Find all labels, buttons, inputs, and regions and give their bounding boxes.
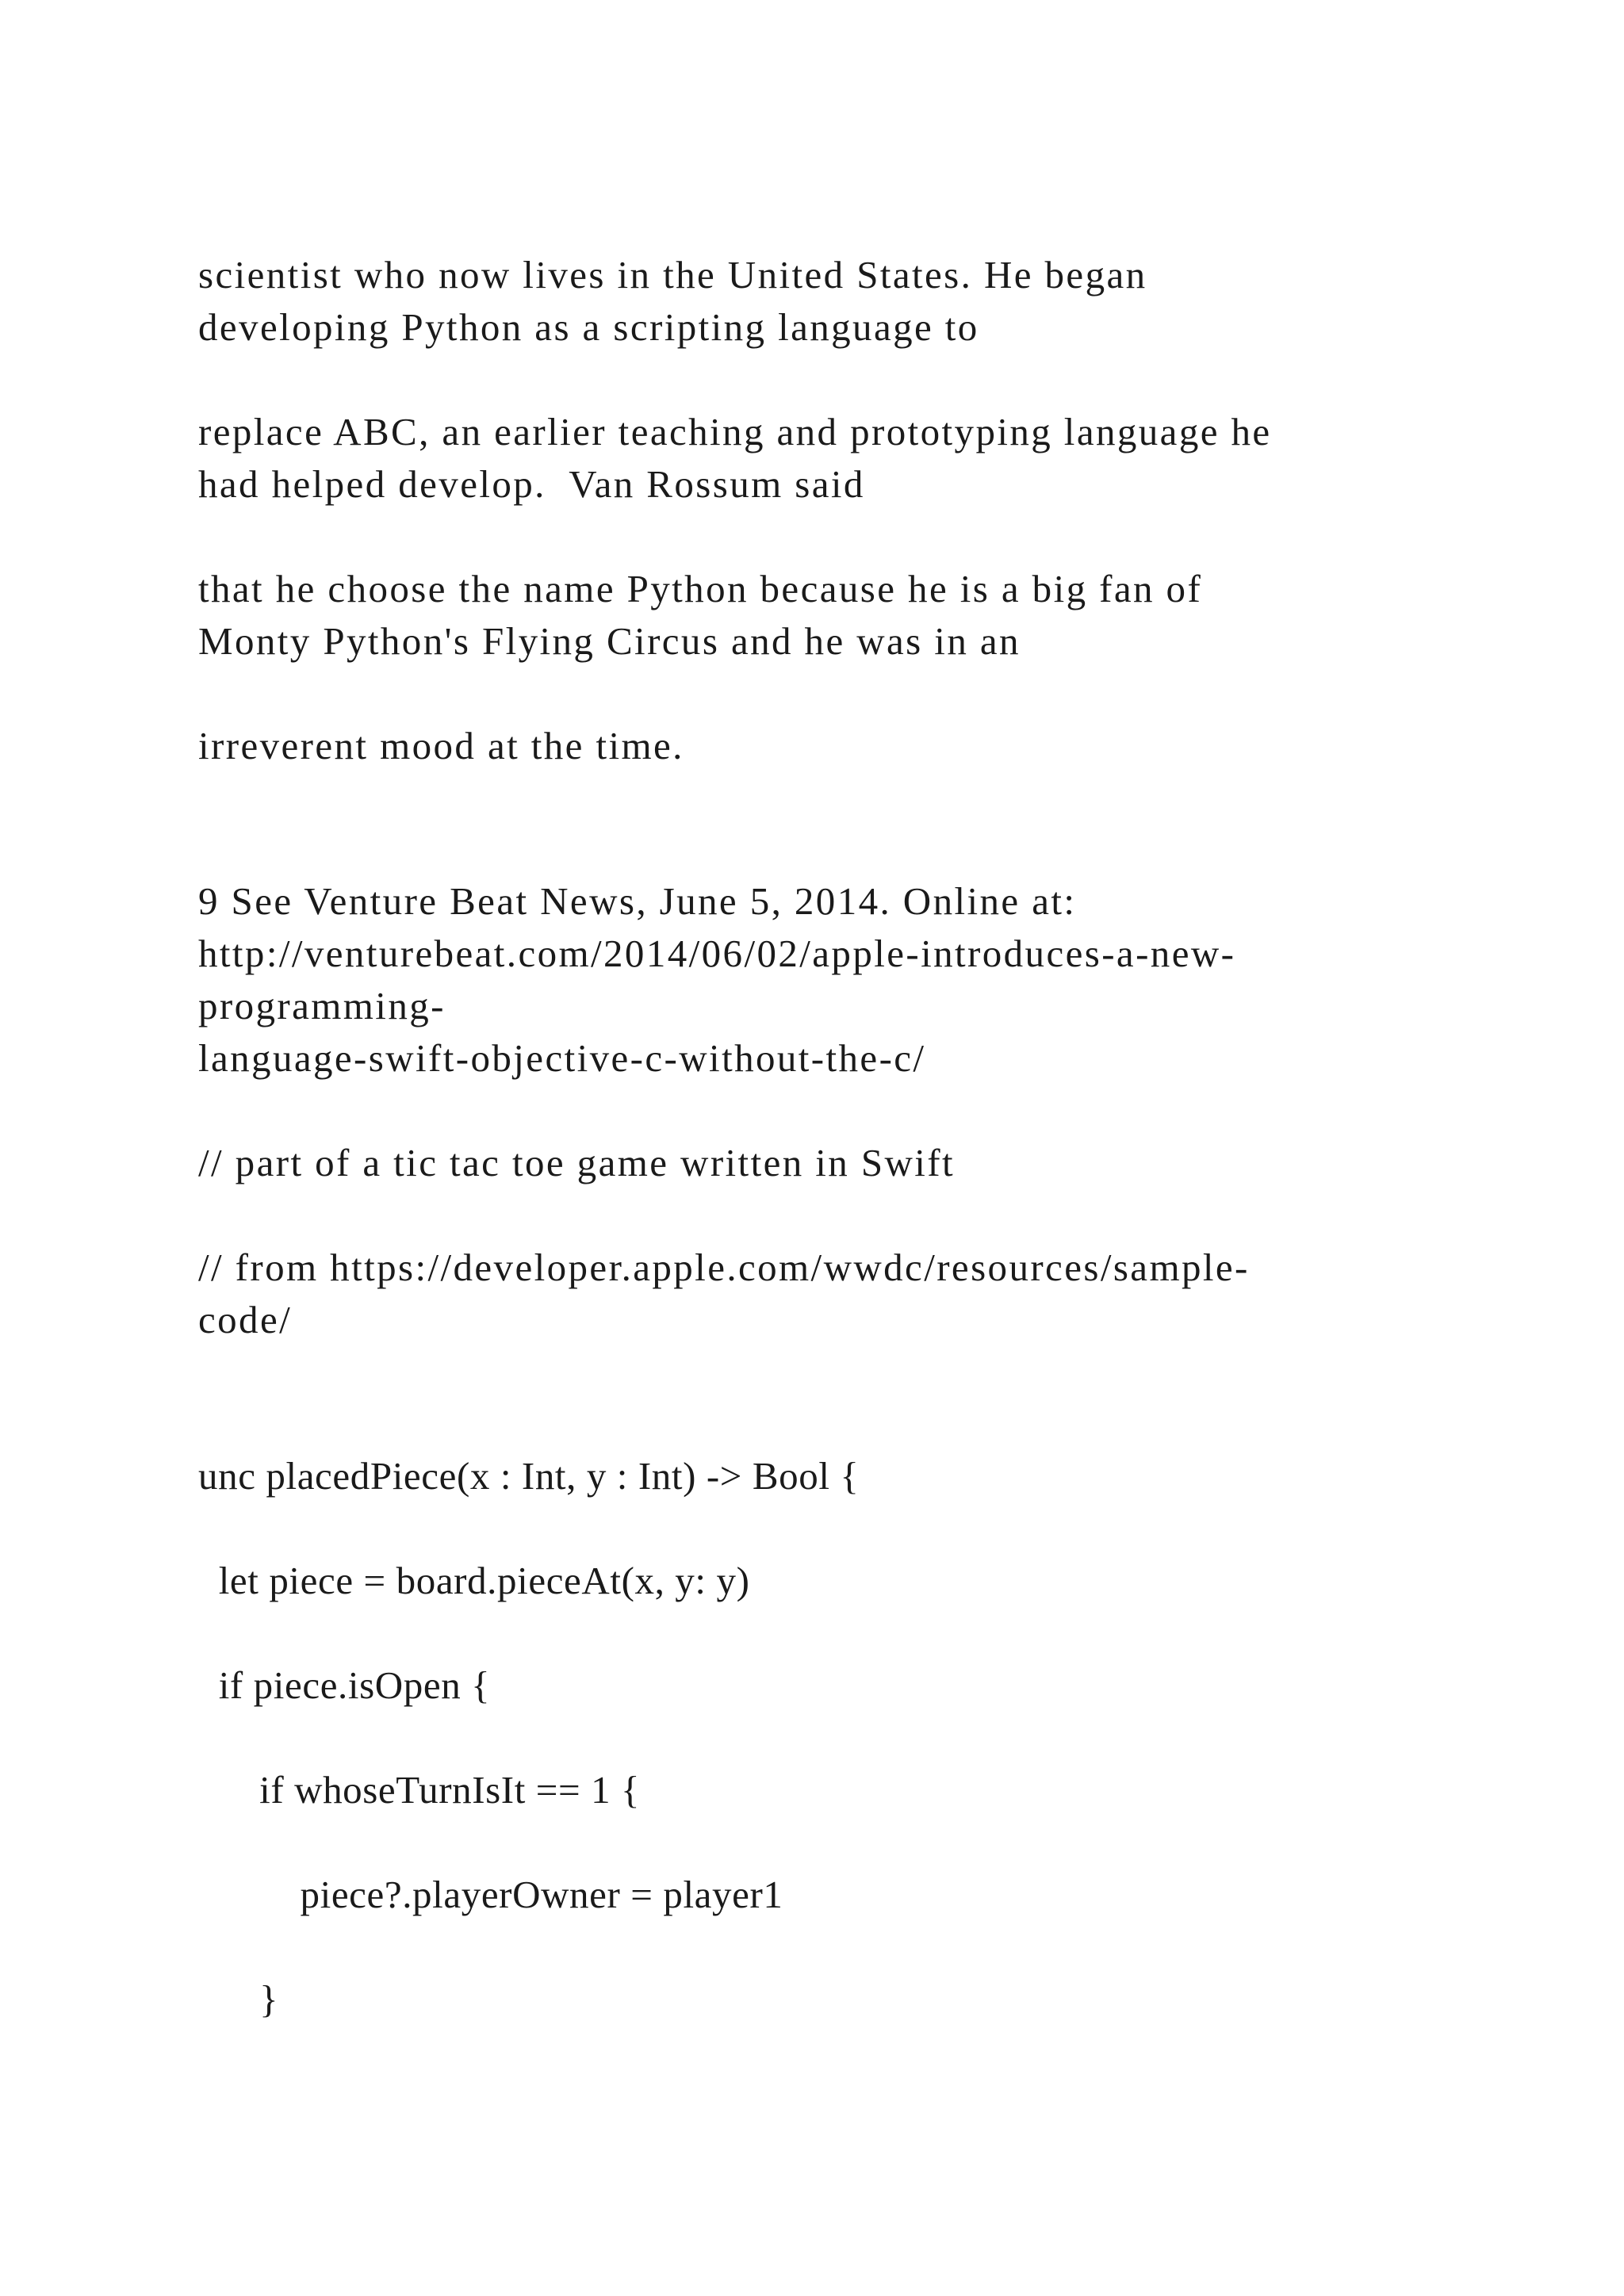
footnote-line-3: programming- [198,984,446,1027]
code-comment-line-1: // part of a tic tac toe game written in Swift [198,1141,956,1184]
paragraph-4-line-1: irreverent mood at the time. [198,724,684,767]
footnote-line-1: 9 See Venture Beat News, June 5, 2014. Online at: [198,879,1077,923]
paragraph-1-line-1: scientist who now lives in the United States. He began [198,253,1147,297]
code-line-5: piece?.playerOwner = player1 [198,1873,783,1916]
code-line-6: } [198,1977,279,2021]
code-comment-line-2: // from https://developer.apple.com/wwdc/resources/sample- [198,1246,1250,1289]
paragraph-1-line-2: developing Python as a scripting language to [198,305,979,349]
footnote-line-4: language-swift-objective-c-without-the-c/ [198,1036,926,1080]
code-comment-line-3: code/ [198,1298,293,1341]
paragraph-3-line-1: that he choose the name Python because he is a big fan of [198,567,1203,610]
code-line-4: if whoseTurnIsIt == 1 { [198,1768,641,1812]
paragraph-2-line-2: had helped develop. Van Rossum said [198,462,865,506]
code-line-3: if piece.isOpen { [198,1663,491,1707]
footnote-line-2: http://venturebeat.com/2014/06/02/apple-introduces-a-new- [198,932,1236,975]
code-line-1: unc placedPiece(x : Int, y : Int) -> Bool { [198,1454,860,1498]
code-line-2: let piece = board.pieceAt(x, y: y) [198,1559,750,1602]
paragraph-3-line-2: Monty Python's Flying Circus and he was in an [198,619,1021,663]
paragraph-2-line-1: replace ABC, an earlier teaching and prototyping language he [198,410,1272,453]
